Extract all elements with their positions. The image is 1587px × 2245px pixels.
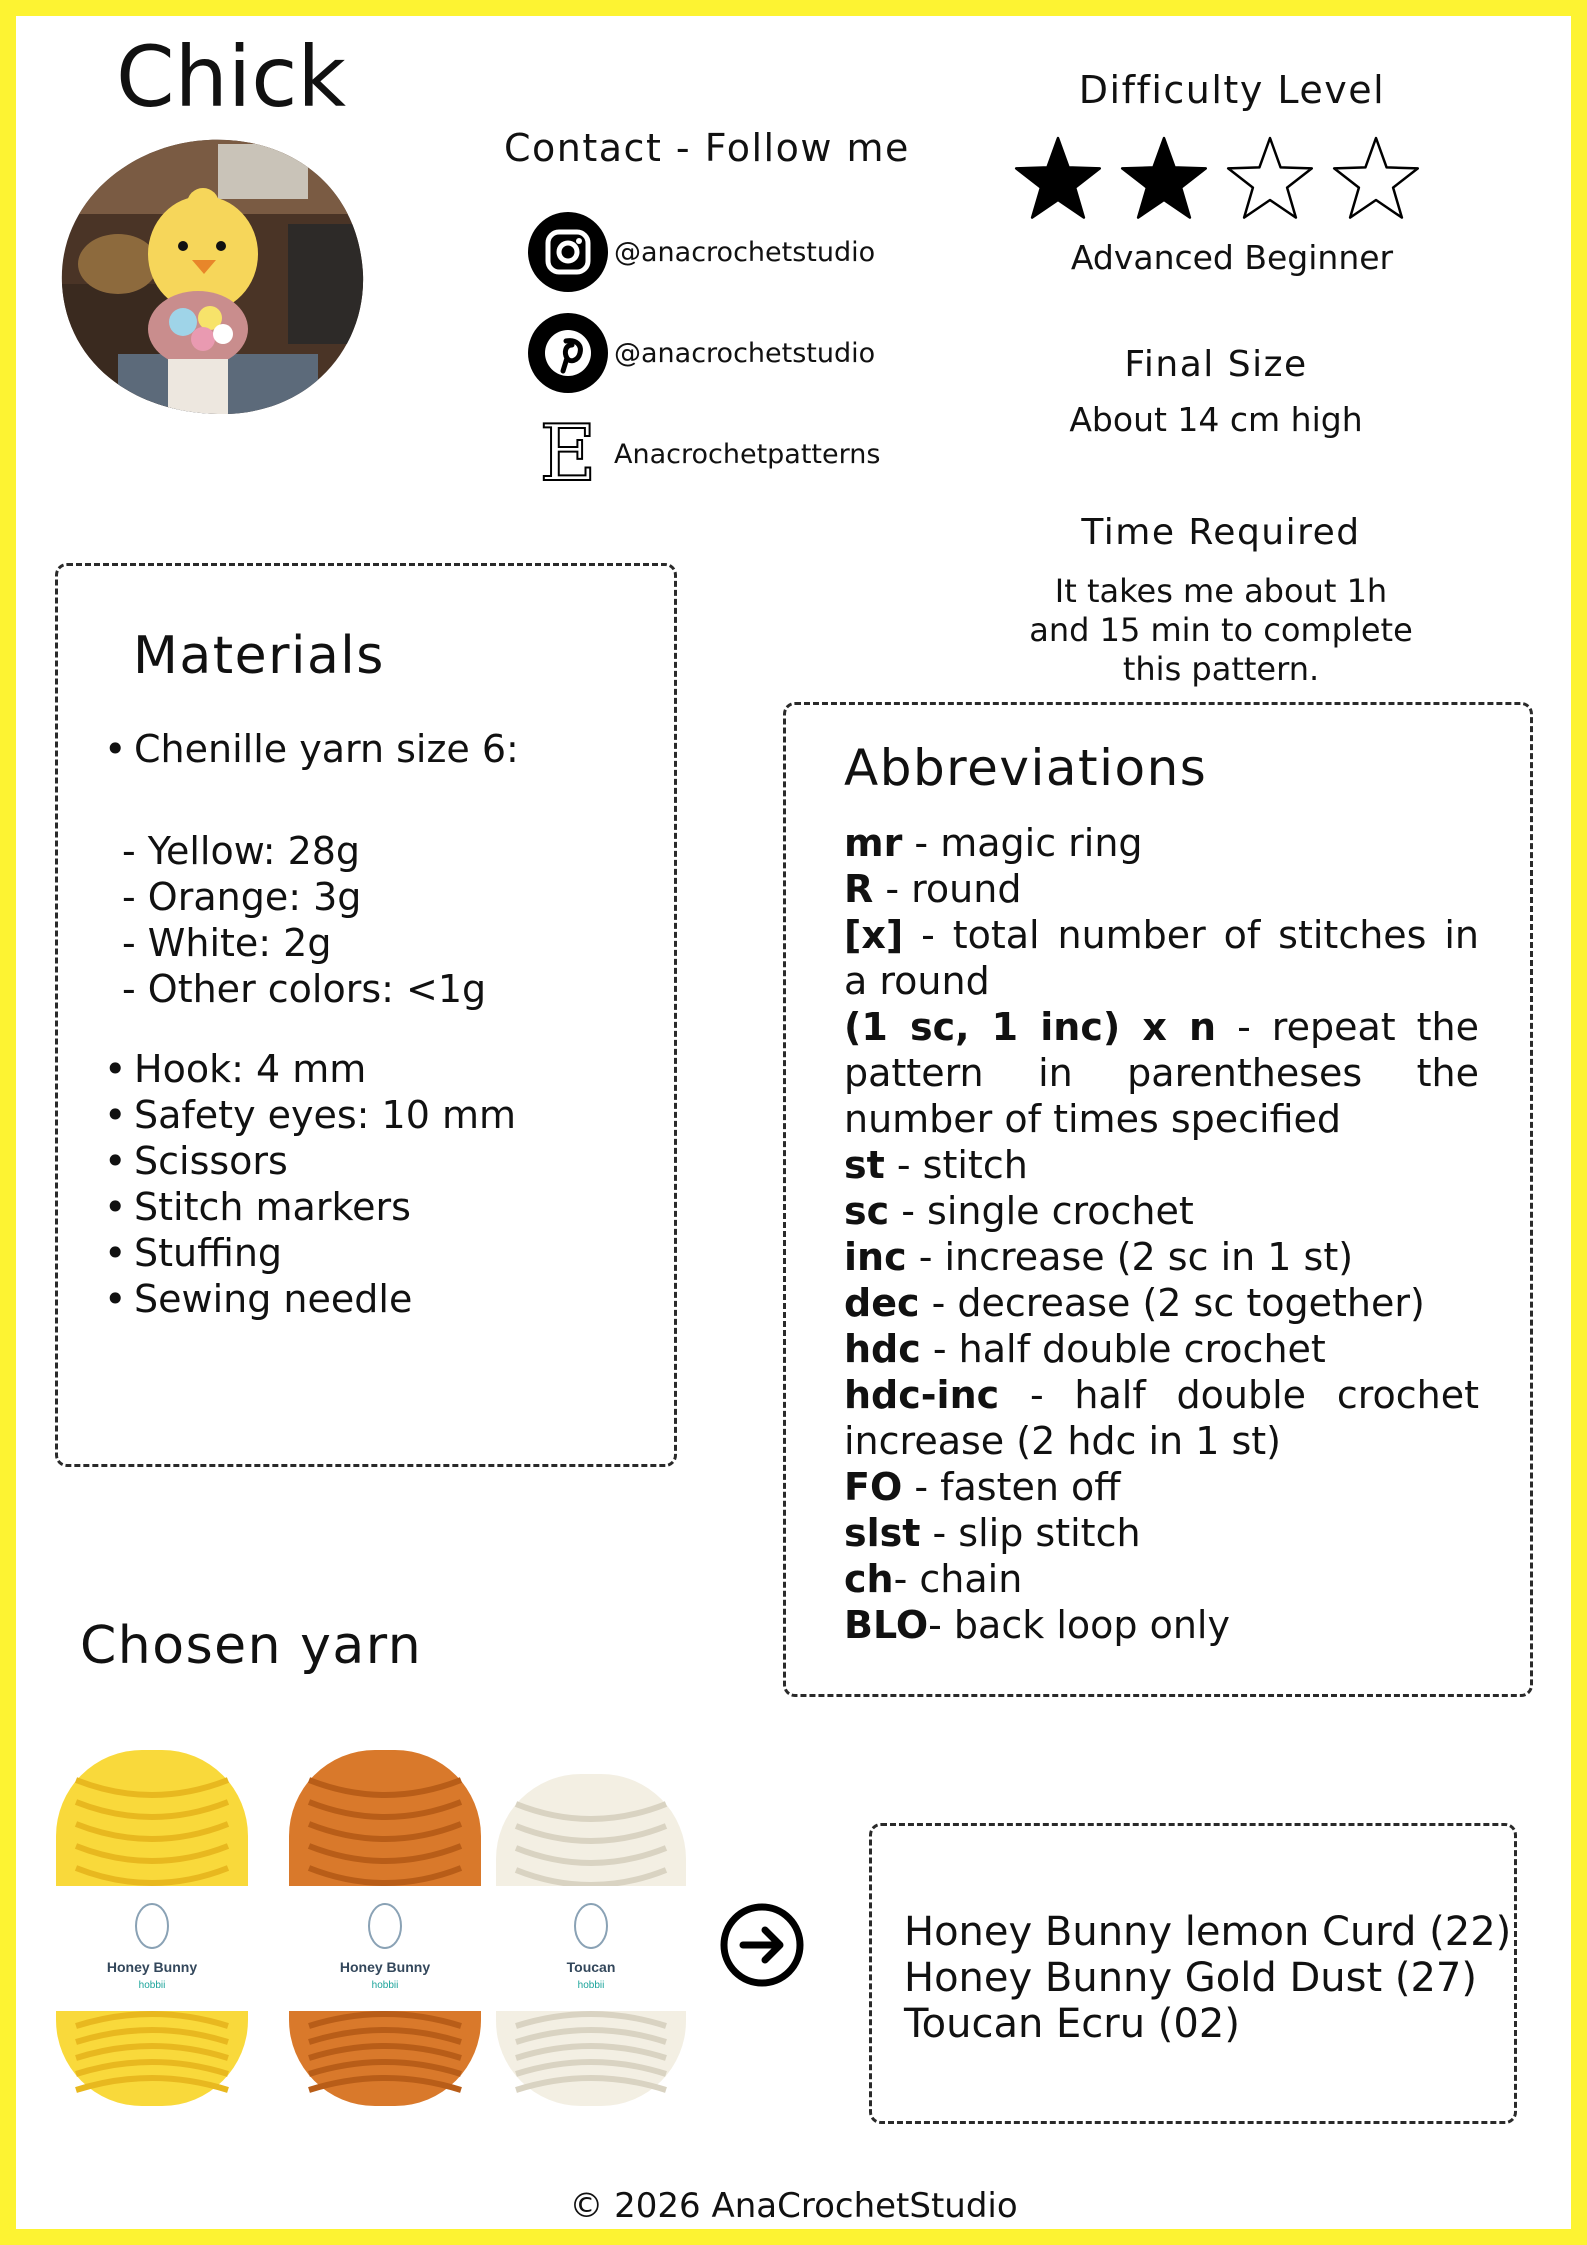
abbreviations-list <box>844 820 1479 1648</box>
abbreviation-item: inc - increase (2 sc in 1 st) <box>844 1235 1354 1279</box>
instagram-row[interactable] <box>528 212 875 292</box>
time-required-title: Time Required <box>1081 512 1361 553</box>
yarn-label: Honey Bunny <box>339 1959 431 1975</box>
list-item: Honey Bunny lemon Curd (22) <box>904 1909 1512 1955</box>
yarn-maker: hobbii <box>371 1980 399 1991</box>
materials-box <box>55 563 677 1467</box>
abbreviation-item: BLO- back loop only <box>844 1603 1230 1647</box>
list-item: - Orange: 3g <box>122 875 362 919</box>
etsy-handle: Anacrochetpatterns <box>614 438 881 470</box>
list-item: • Hook: 4 mm <box>104 1047 367 1091</box>
difficulty-title: Difficulty Level <box>1078 68 1386 112</box>
abbreviation-item: hdc-inc - half double crochet increase (2 hdc in 1 st) <box>844 1373 1479 1463</box>
abbreviation-item: dec - decrease (2 sc together) <box>844 1281 1425 1325</box>
abbreviation-item: slst - slip stitch <box>844 1511 1141 1555</box>
yarn-label: Toucan <box>566 1959 616 1975</box>
difficulty-stars <box>1012 134 1452 226</box>
pinterest-row[interactable] <box>528 313 875 393</box>
star-filled-icon <box>1118 134 1210 226</box>
abbreviation-item: FO - fasten off <box>844 1465 1121 1509</box>
abbreviation-item: hdc - half double crochet <box>844 1327 1326 1371</box>
star-empty-icon <box>1224 134 1316 226</box>
list-item: Toucan Ecru (02) <box>904 2001 1240 2047</box>
final-size-value: About 14 cm high <box>1069 400 1363 439</box>
yarn-skein <box>496 1774 686 2106</box>
abbreviation-item: st - stitch <box>844 1143 1028 1187</box>
time-required-text: It takes me about 1h and 15 min to complete this pattern. <box>1029 572 1413 688</box>
instagram-icon <box>528 212 608 292</box>
list-item: • Stuffing <box>104 1231 283 1275</box>
difficulty-level: Advanced Beginner <box>1070 238 1394 277</box>
yarn-list <box>904 1909 1511 2047</box>
yarn-label: Honey Bunny <box>106 1959 198 1975</box>
abbreviation-item: mr - magic ring <box>844 821 1143 865</box>
abbreviations-title: Abbreviations <box>844 739 1208 797</box>
etsy-icon: E <box>539 409 597 499</box>
abbreviation-item: sc - single crochet <box>844 1189 1194 1233</box>
abbreviation-item: [x] - total number of stitches in a round <box>844 913 1479 1003</box>
star-empty-icon <box>1330 134 1422 226</box>
yarn-maker: hobbii <box>138 1980 166 1991</box>
contact-title: Contact - Follow me <box>504 126 910 170</box>
etsy-row[interactable] <box>528 409 881 499</box>
list-item: Honey Bunny Gold Dust (27) <box>904 1955 1477 2001</box>
star-filled-icon <box>1012 134 1104 226</box>
materials-title: Materials <box>133 626 385 686</box>
instagram-handle: @anacrochetstudio <box>614 236 876 268</box>
pinterest-handle: @anacrochetstudio <box>614 337 876 369</box>
abbreviations-box <box>783 702 1533 1697</box>
list-item: - Other colors: <1g <box>122 967 487 1011</box>
materials-list <box>104 726 664 1322</box>
yarn-skein <box>56 1750 248 2106</box>
page-title: Chick <box>116 28 347 126</box>
list-item: - Yellow: 28g <box>122 829 361 873</box>
list-item: • Chenille yarn size 6: <box>104 727 519 771</box>
abbreviation-item: ch- chain <box>844 1557 1023 1601</box>
list-item: • Sewing needle <box>104 1277 413 1321</box>
list-item: • Scissors <box>104 1139 288 1183</box>
list-item: • Safety eyes: 10 mm <box>104 1093 517 1137</box>
yarn-skeins <box>56 1736 696 2126</box>
abbreviation-item: (1 sc, 1 inc) x n - repeat the pattern in parentheses the number of times specified <box>844 1005 1479 1141</box>
pinterest-icon <box>528 313 608 393</box>
chick-photo <box>58 134 366 418</box>
final-size-title: Final Size <box>1124 344 1308 385</box>
copyright-footer: © 2026 AnaCrochetStudio <box>569 2186 1018 2226</box>
list-item: • Stitch markers <box>104 1185 411 1229</box>
arrow-right-icon <box>719 1902 805 1988</box>
yarn-maker: hobbii <box>577 1980 605 1991</box>
yarn-skein <box>289 1750 481 2106</box>
list-item: - White: 2g <box>122 921 332 965</box>
abbreviation-item: R - round <box>844 867 1022 911</box>
chosen-yarn-title: Chosen yarn <box>80 1616 423 1676</box>
yarn-list-box <box>869 1823 1517 2124</box>
